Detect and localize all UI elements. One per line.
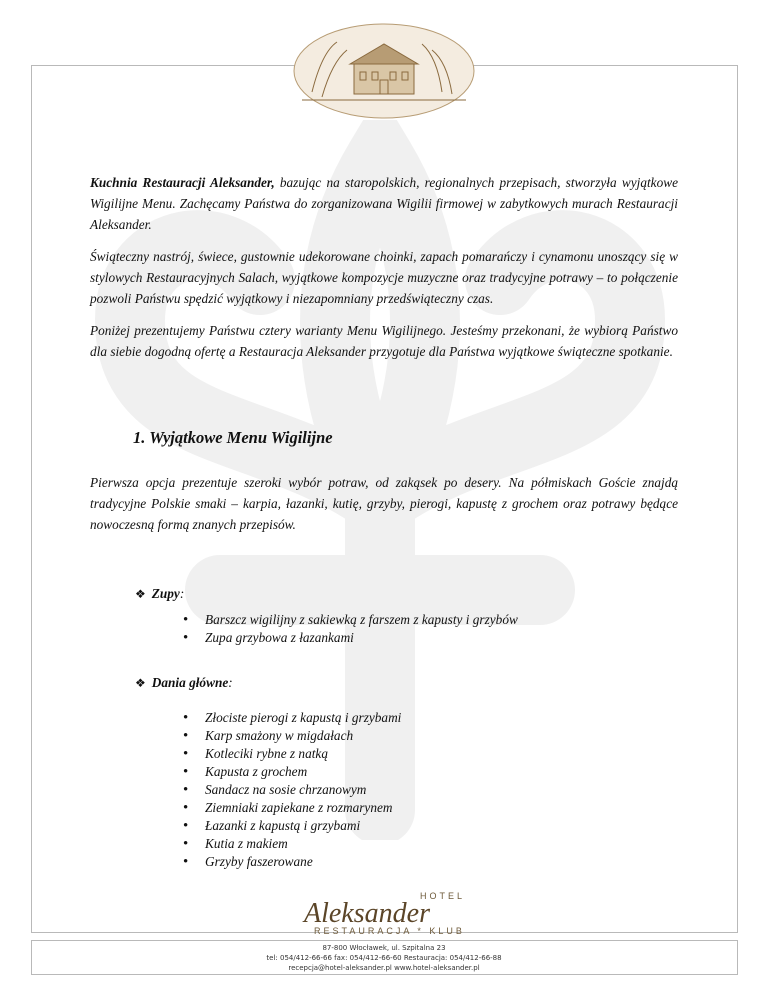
list-item: • Łazanki z kapustą i grzybami: [183, 817, 401, 835]
soups-list: [183, 611, 518, 647]
footer-address: 87-800 Włocławek, ul. Szpitalna 23: [322, 944, 446, 952]
category-mains-colon: :: [228, 675, 233, 690]
list-item: • Złociste pierogi z kapustą i grzybami: [183, 709, 401, 727]
footer-contact: recepcja@hotel-aleksander.pl www.hotel-aleksander.pl: [288, 964, 480, 972]
list-item: • Kapusta z grochem: [183, 763, 401, 781]
intro-paragraph-3: Poniżej prezentujemy Państwu cztery warianty Menu Wigilijnego. Jesteśmy przekonani, że wybiorą Państwo dla siebie dogodną ofertę a Restauracja Aleksander przygotuje dla Państwa wyjątkowe świąteczne spotkanie.: [90, 323, 678, 359]
list-item: • Zupa grzybowa z łazankami: [183, 629, 518, 647]
intro-paragraph-2: Świąteczny nastrój, świece, gustownie udekorowane choinki, zapach pomarańczy i cynamonu unoszący się w stylowych Restauracyjnych Salach, wyjątkowe kompozycje muzyczne oraz tradycyjne potrawy – to połączenie pozwoli Państwu spędzić wyjątkowy i niezapomniany przedświąteczny czas.: [90, 249, 678, 306]
list-item: • Barszcz wigilijny z sakiewką z farszem z kapusty i grzybów: [183, 611, 518, 629]
list-item: • Ziemniaki zapiekane z rozmarynem: [183, 799, 401, 817]
logo-tagline: RESTAURACJA * KLUB: [314, 926, 465, 936]
category-mains-title: Dania główne: [151, 675, 229, 690]
intro-paragraph-1-text: bazując na staropolskich, regionalnych przepisach, stworzyła wyjątkowe Wigilijne Menu. Zachęcamy Państwa do zorganizowana Wigilii firmowej w zabytkowych murach Restauracji Aleksander.: [90, 175, 678, 232]
hotel-building-engraving: [292, 22, 476, 120]
section-intro: Pierwsza opcja prezentuje szeroki wybór potraw, od zakąsek po desery. Na półmiskach Goście znajdą tradycyjne Polskie smaki – karpia, łazanki, kutię, grzyby, pierogi, kapustę z grochem oraz potrawy będące nowoczesną formą znanych przepisów.: [90, 475, 678, 532]
hotel-aleksander-logo: [300, 888, 470, 928]
section-heading: 1. Wyjątkowe Menu Wigilijne: [133, 428, 333, 447]
category-soups: [135, 586, 184, 602]
footer-phones: tel: 054/412-66-66 fax: 054/412-66-60 Restauracja: 054/412-66-88: [266, 954, 502, 962]
list-item: • Kutia z makiem: [183, 835, 401, 853]
list-item: • Kotleciki rybne z natką: [183, 745, 401, 763]
intro-paragraph-1: [90, 172, 678, 235]
list-item: • Grzyby faszerowane: [183, 853, 401, 871]
list-item: • Karp smażony w migdałach: [183, 727, 401, 745]
intro-text: [90, 172, 678, 373]
svg-text:HOTEL: HOTEL: [420, 891, 466, 901]
svg-text:Aleksander: Aleksander: [304, 898, 430, 928]
restaurant-kitchen-bold: Kuchnia Restauracji Aleksander,: [90, 175, 275, 190]
diamond-bullet-icon: ❖: [135, 587, 146, 601]
mains-list: [183, 709, 401, 871]
category-mains: [135, 675, 233, 691]
diamond-bullet-icon: ❖: [135, 676, 146, 690]
category-soups-title: Zupy: [151, 586, 180, 601]
list-item: • Sandacz na sosie chrzanowym: [183, 781, 401, 799]
category-soups-colon: :: [179, 586, 185, 601]
